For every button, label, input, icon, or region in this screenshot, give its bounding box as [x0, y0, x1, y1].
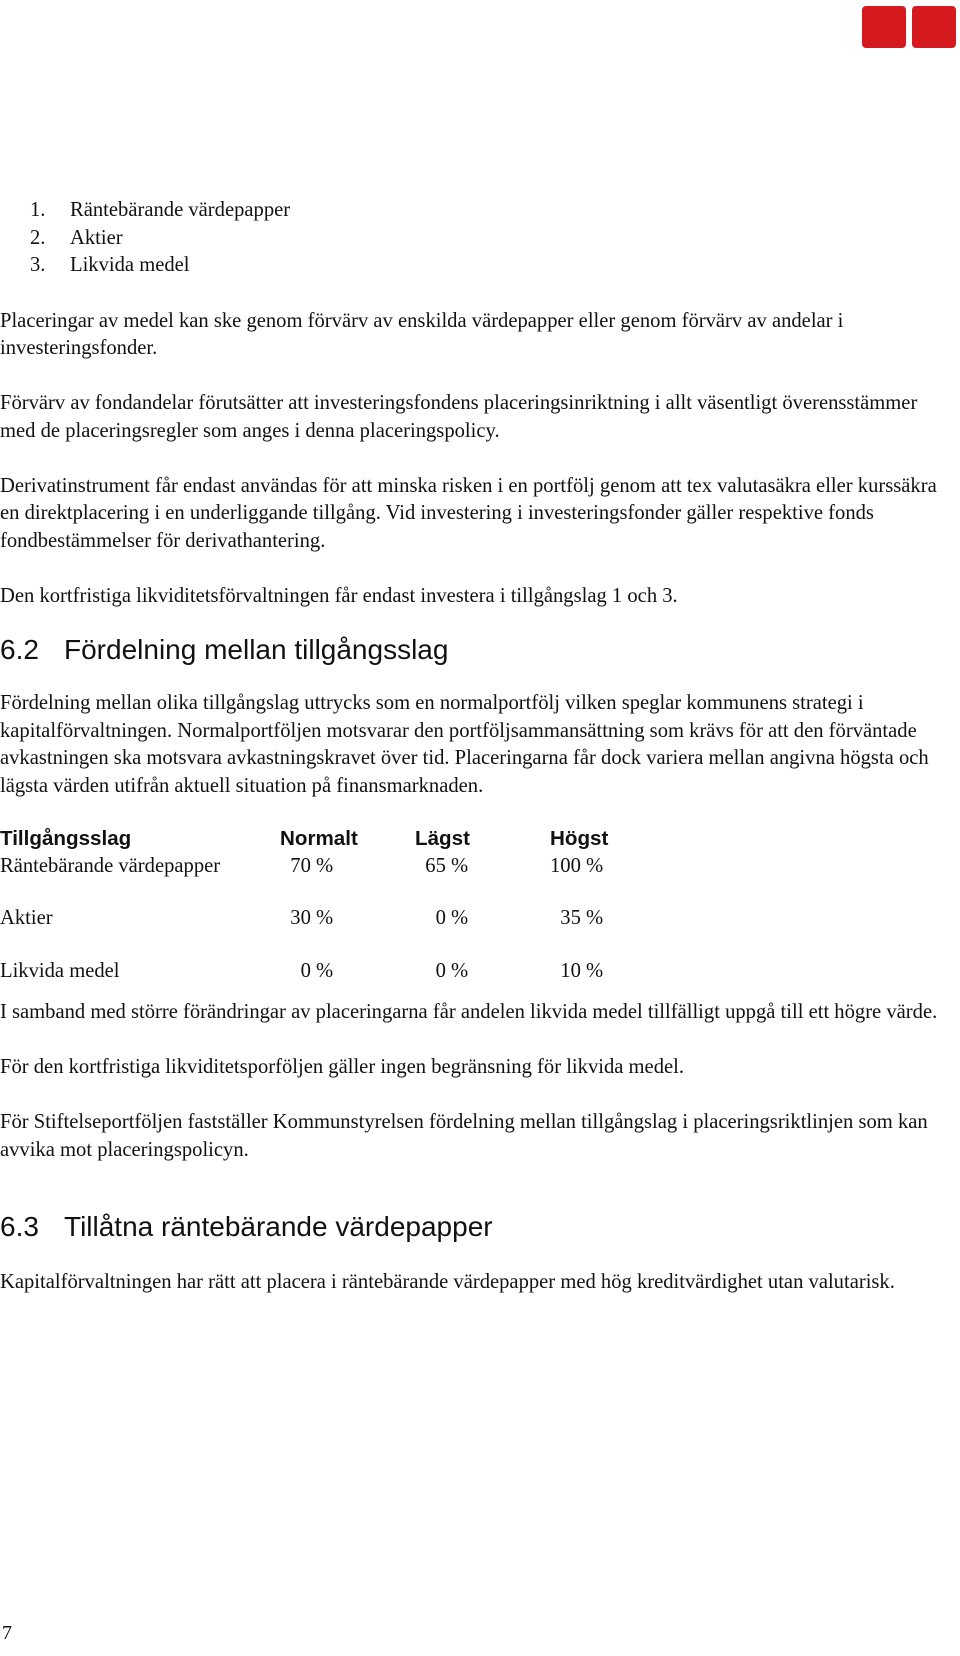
table-cell: 0 % [280, 959, 334, 982]
table-cell: 65 % [415, 854, 469, 877]
paragraph-stiftelse: För Stiftelseportföljen fastställer Kommunstyrelsen fördelning mellan tillgångslag i placeringsriktlinjen som kan avvika mot placeringspolicyn. [0, 1111, 928, 1161]
column-header: Normalt [280, 827, 358, 850]
document-body [0, 197, 940, 1324]
section-title: Fördelning mellan tillgångsslag [64, 634, 449, 665]
column-header: Tillgångsslag [0, 827, 132, 850]
paragraph-fordelning: Fördelning mellan olika tillgångslag uttrycks som en normalportfölj vilken speglar kommunens strategi i kapitalförvaltningen. Normalportföljen motsvarar den portföljsammansättning som krävs för att den förväntade avkastningen ska motsvara avkastningskravet över tid. Placeringarna får dock variera mellan angivna högsta och lägsta värden utifrån aktuell situation på finansmarknaden. [0, 692, 929, 797]
list-item-text: Räntebärande värdepapper [70, 199, 291, 221]
logo-square-left [862, 6, 906, 48]
list-item [0, 225, 940, 253]
table-row [0, 905, 670, 933]
column-header: Högst [550, 827, 609, 850]
table-cell: Likvida medel [0, 959, 120, 982]
table-row [0, 958, 670, 986]
table-cell: 10 % [550, 959, 604, 982]
section-number: 6.3 [0, 1211, 39, 1242]
paragraph-samband: I samband med större förändringar av placeringarna får andelen likvida medel tillfälligt uppgå till ett högre värde. [0, 1001, 938, 1023]
list-item-text: Likvida medel [70, 254, 190, 276]
paragraph-placeringar: Placeringar av medel kan ske genom förvärv av enskilda värdepapper eller genom förvärv av andelar i investeringsfonder. [0, 309, 844, 359]
list-item-number: 3. [30, 254, 46, 276]
paragraph-kortfristiga: Den kortfristiga likviditetsförvaltningen får endast investera i tillgångslag 1 och 3. [0, 584, 678, 607]
section-title: Tillåtna räntebärande värdepapper [64, 1211, 493, 1242]
paragraph-likviditetsportfolj: För den kortfristiga likviditetsporföljen gäller ingen begränsning för likvida medel. [0, 1056, 685, 1078]
table-cell: 70 % [280, 854, 334, 877]
list-item [0, 197, 940, 225]
page-number: 7 [2, 1622, 12, 1644]
list-item-number: 1. [30, 199, 46, 221]
logo-square-right [912, 6, 956, 48]
list-item-text: Aktier [70, 226, 123, 249]
list-item-number: 2. [30, 226, 46, 249]
paragraph-fondandelar: Förvärv av fondandelar förutsätter att investeringsfondens placeringsinriktning i allt väsentligt överensstämmer med de placeringsregler som anges i denna placeringspolicy. [0, 392, 918, 442]
table-cell: 30 % [280, 907, 334, 929]
section-number: 6.2 [0, 634, 39, 665]
list-item [0, 252, 940, 280]
table-header-row [0, 825, 670, 853]
logo [862, 6, 958, 48]
table-row [0, 853, 670, 881]
table-cell: Aktier [0, 907, 53, 929]
asset-class-list [0, 197, 940, 280]
allocation-table [0, 825, 670, 985]
paragraph-derivat: Derivatinstrument får endast användas för att minska risken i en portfölj genom att tex valutasäkra eller kurssäkra en direktplacering i en underliggande tillgång. Vid investering i investeringsfonder gäller respektive fonds fondbestämmelser för derivathantering. [0, 474, 937, 552]
table-cell: 35 % [550, 907, 604, 929]
column-header: Lägst [415, 827, 470, 850]
table-cell: 100 % [550, 854, 604, 877]
table-cell: 0 % [415, 959, 469, 982]
table-cell: 0 % [415, 907, 469, 929]
section-heading-6-2 [0, 632, 940, 668]
section-heading-6-3 [0, 1209, 940, 1245]
paragraph-kapitalforvaltning: Kapitalförvaltningen har rätt att placera i räntebärande värdepapper med hög kreditvärdighet utan valutarisk. [0, 1271, 895, 1293]
table-cell: Räntebärande värdepapper [0, 854, 221, 877]
